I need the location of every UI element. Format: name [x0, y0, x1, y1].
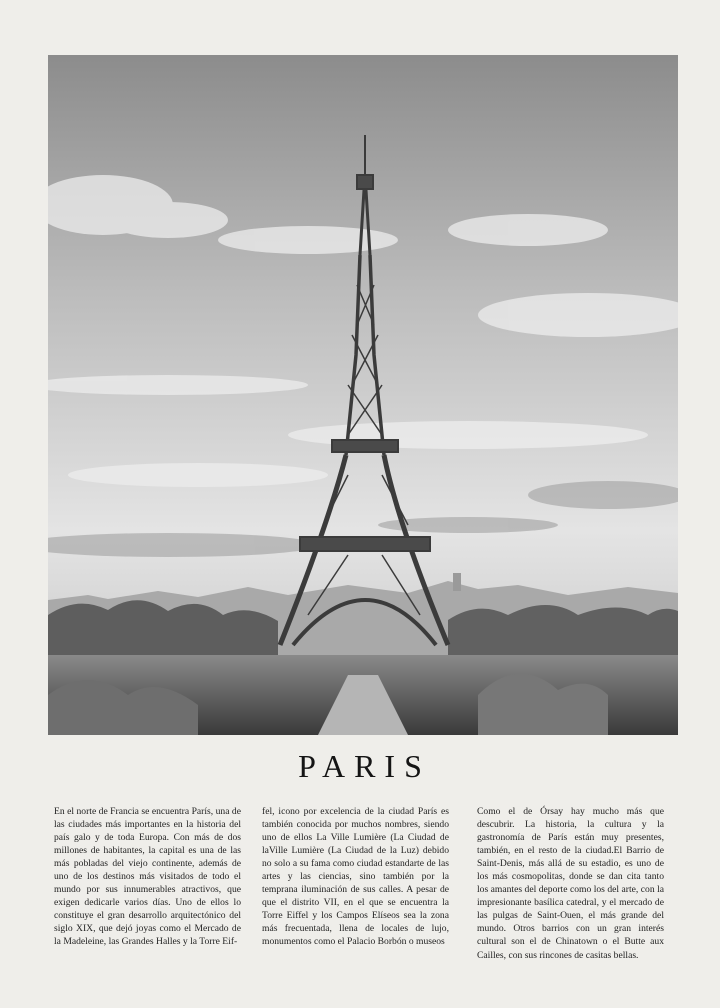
eiffel-tower-photo [48, 55, 678, 735]
text-column-2: fel, icono por excelencia de la ciudad París es también conocida por muchos nombres, siendo uno de ellos La Ville Lumière (La Ciudad de laVille Lumière (La Ciudad de la Luz) debido no solo a su fama como ciudad estandarte de las artes y las ciencias, sino también por la temprana iluminación de sus calles. A pesar de que el distrito VII, en el que se encuentra la Torre Eiffel y los Campos Elíseos sea la zona más frecuentada, llena de locales de lujo, monumentos como el Palacio Borbón o museos [262, 806, 449, 948]
text-column-3: Como el de Órsay hay mucho más que descubrir. La historia, la cultura y la gastronomía de París están muy presentes, también, en el resto de la ciudad.El Barrio de Saint-Denis, más allá de su estadio, es uno de los más cosmopolitas, donde se dan cita tanto los amantes del deporte como los del arte, con la impresionante basílica catedral, y el mercado de las pulgas de Saint-Ouen, el más grande del mundo. Otros barrios con un gran interés cultural son el de Chinatown o el Butte aux Cailles, con sus rincones de casitas bellas. [477, 806, 664, 961]
page-title: PARIS [298, 748, 431, 784]
text-column-1: En el norte de Francia se encuentra París, una de las ciudades más importantes en la historia del país galo y de toda Europa. Con más de dos millones de habitantes, la capital es una de las más pobladas del viejo continente, además de uno de los destinos más visitados de todo el mundo por sus innumerables atractivos, que exigen dedicarle varios días. Uno de ellos lo constituye el gran desarrollo arquitectónico del siglo XIX, que dejó joyas como el Mercado de la Madeleine, las Grandes Halles y la Torre Eif- [54, 806, 241, 948]
